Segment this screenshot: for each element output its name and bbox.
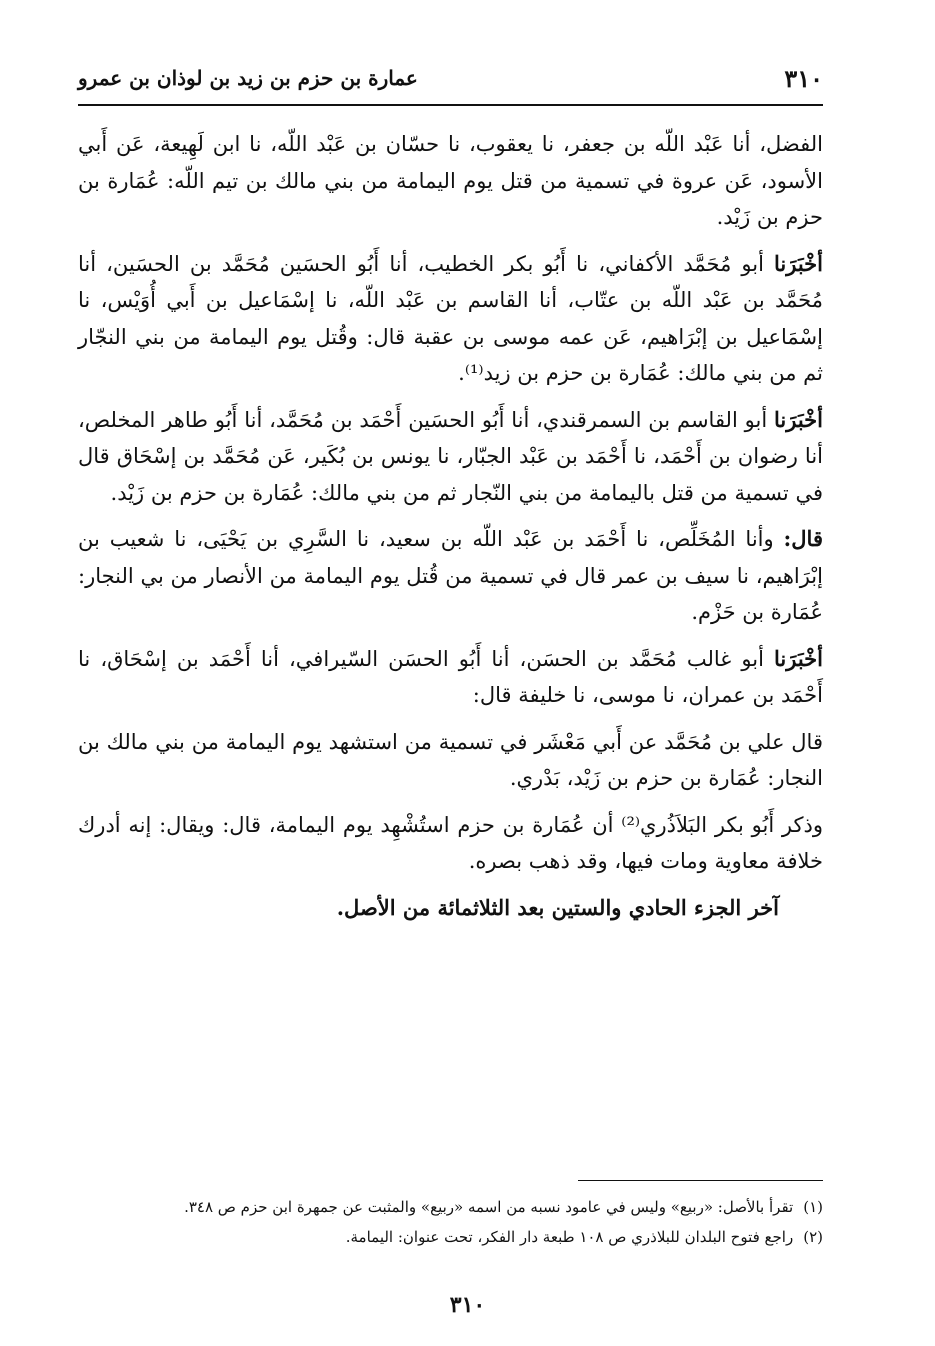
- footnote-marker: (٢): [803, 1228, 823, 1246]
- paragraph-2: [78, 246, 823, 392]
- footer-page-number: ٣١٠: [449, 1292, 486, 1318]
- paragraph-lead: أخْبَرَنا: [774, 645, 823, 671]
- paragraph-4: [78, 521, 823, 631]
- main-text: [78, 126, 823, 936]
- paragraph-text: الفضل، أنا عَبْد اللّه بن جعفر، نا يعقوب، نا حسّان بن عَبْد اللّه، نا ابن لَهِيعة، عَن أَبي الأسود، عَن عروة في تسمية من قتل يوم اليمامة من بني مالك بن تيم اللّه: عُمَارة بن حزم بن زَيْد.: [78, 132, 823, 229]
- paragraph-text: قال علي بن مُحَمَّد عن أَبي مَعْشَر في تسمية من استشهد يوم اليمامة من بني مالك بن النجار: عُمَارة بن حزم بن زَيْد، بَدْري.: [78, 729, 823, 790]
- running-title: عمارة بن حزم بن زيد بن لوذان بن عمرو: [78, 66, 418, 90]
- footnote-text: راجع فتوح البلدان للبلاذري ص ١٠٨ طبعة دار الفكر، تحت عنوان: اليمامة.: [345, 1228, 794, 1246]
- colophon: آخر الجزء الحادي والستين بعد الثلاثمائة من الأصل.: [336, 894, 779, 920]
- header-page-number: ٣١٠: [784, 63, 823, 93]
- footnote-rule: [578, 1180, 823, 1181]
- paragraph-text: وذكر أَبُو بكر البَلاَذُري⁽²⁾ أن عُمَارة بن حزم استُشْهِد يوم اليمامة، قال: ويقال: إنه أدرك خلافة معاوية ومات فيها، وقد ذهب بصره.: [78, 812, 823, 873]
- footnote-text: تقرأ بالأصل: «ربيع» وليس في عامود نسبه من اسمه «ربيع» والمثبت عن جمهرة ابن حزم ص ٣٤٨.: [184, 1198, 794, 1216]
- paragraph-lead: أخْبَرَنا: [774, 250, 823, 276]
- paragraph-1: [78, 126, 823, 236]
- paragraph-7: [78, 807, 823, 880]
- paragraph-5: [78, 641, 823, 714]
- paragraph-text: وأنا المُخَلِّص، نا أَحْمَد بن عَبْد اللّه بن سعيد، نا السَّرِي بن يَحْيَى، نا شعيب بن إبْرَاهيم، نا سيف بن عمر قال في تسمية من قُتل يوم اليمامة من الأنصار من بي النجار: عُمَارة بن حَزْم.: [78, 527, 823, 624]
- header-rule: [78, 104, 823, 106]
- footnote-2: [78, 1222, 823, 1252]
- footnote-marker: (١): [803, 1198, 823, 1216]
- paragraph-6: [78, 724, 823, 797]
- footnotes: [78, 1192, 823, 1252]
- page-header: [78, 58, 823, 98]
- paragraph-text: أبو القاسم بن السمرقندي، أنا أَبُو الحسَين أَحْمَد بن مُحَمَّد، أنا أَبُو طاهر المخلص، أنا رضوان بن أَحْمَد، نا أَحْمَد بن عَبْد الجبّار، نا يونس بن بُكَير، عَن مُحَمَّد بن إسْحَاق قال في تسمية من قتل باليمامة من بني النّجار ثم من بني مالك: عُمَارة بن حزم بن زَيْد.: [78, 407, 823, 505]
- paragraph-text: أبو غالب مُحَمَّد بن الحسَن، أنا أَبُو الحسَن السّيرافي، أنا أَحْمَد بن إسْحَاق، نا أَحْمَد بن عمران، نا موسى، نا خليفة قال:: [78, 646, 823, 707]
- footnote-1: [78, 1192, 823, 1222]
- paragraph-text: أبو مُحَمَّد الأكفاني، نا أَبُو بكر الخطيب، أنا أَبُو الحسَين مُحَمَّد بن الحسَين، أنا مُحَمَّد بن عَبْد اللّه بن عتّاب، أنا القاسم بن عَبْد اللّه، نا إسْمَاعيل بن أَبي أُوَيْس، نا إسْمَاعيل بن إبْرَاهيم، عَن عمه موسى بن عقبة قال: وقُتل يوم اليمامة من بني النجّار ثم من بني مالك: عُمَارة بن حزم بن زيد⁽¹⁾.: [78, 251, 823, 385]
- paragraph-lead: قال:: [783, 526, 823, 551]
- paragraph-lead: أخْبَرَنا: [774, 406, 823, 432]
- paragraph-3: [78, 402, 823, 512]
